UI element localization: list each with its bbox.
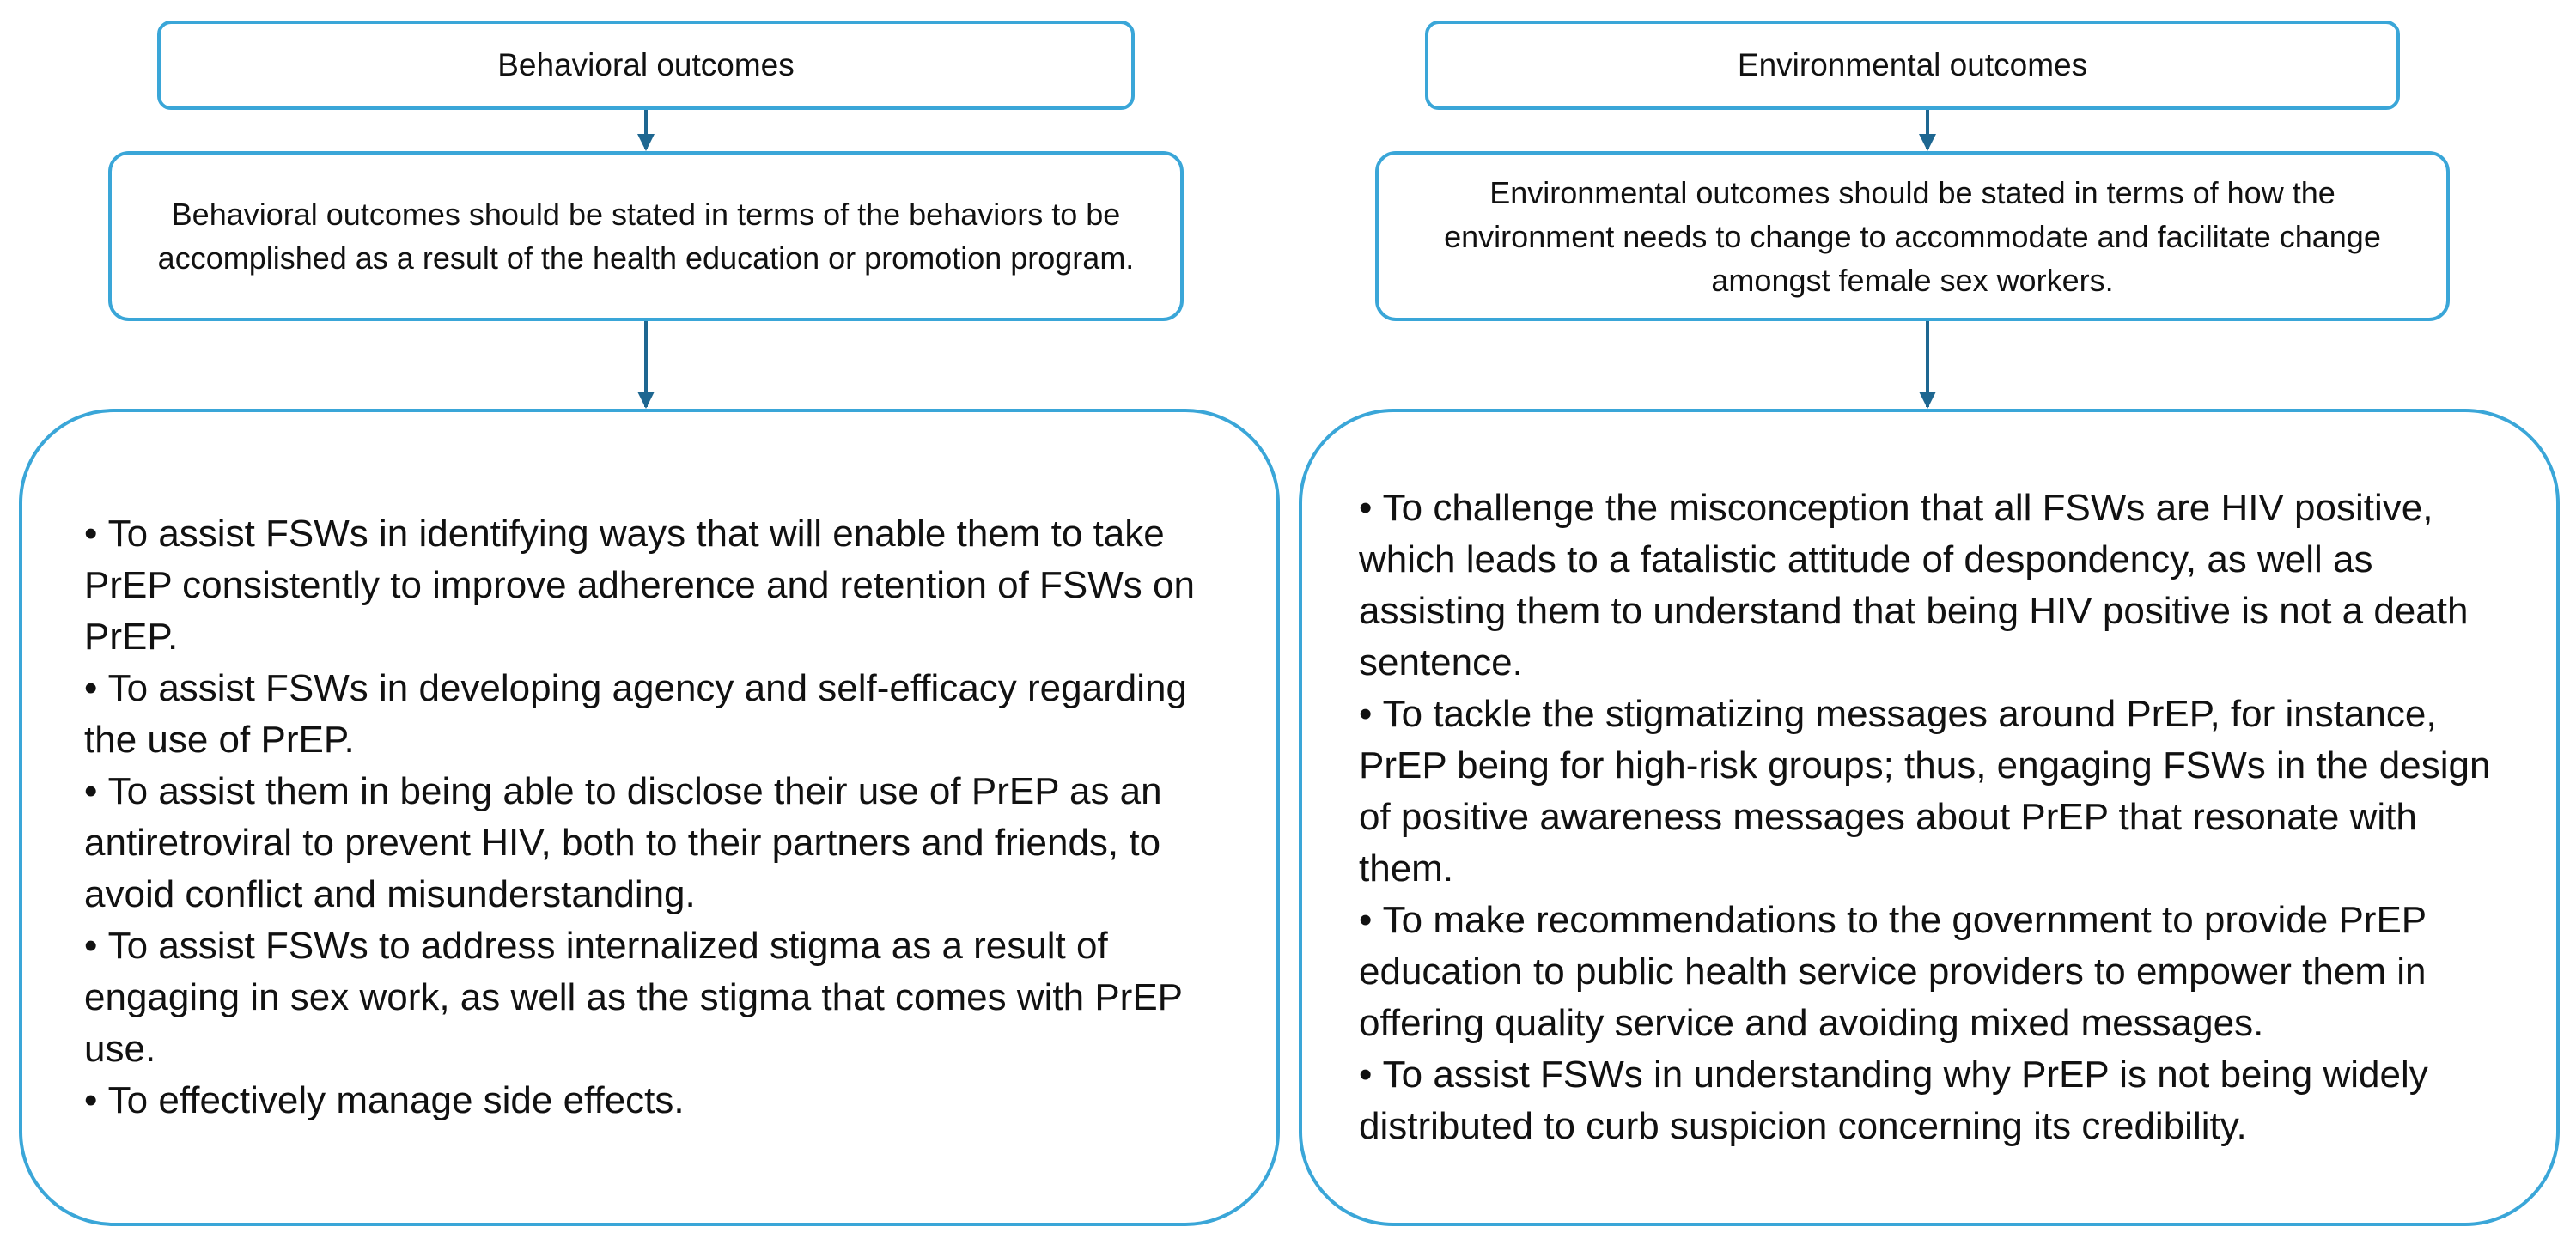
environmental-outcomes-list-box: [1299, 409, 2560, 1226]
behavioral-outcomes-description-box: [108, 151, 1184, 321]
behavioral-outcomes-list: [84, 508, 1225, 1127]
environmental-outcomes-list: [1359, 483, 2496, 1152]
list-item: • To make recommendations to the government to provide PrEP education to public health service providers to empower them in offering quality service and avoiding mixed messages.: [1359, 895, 2496, 1049]
behavioral-outcomes-list-box: [19, 409, 1280, 1226]
list-item: • To challenge the misconception that all FSWs are HIV positive, which leads to a fatalistic attitude of despondency, as well as assisting them to understand that being HIV positive is not a death sentence.: [1359, 483, 2496, 689]
environmental-outcomes-description: Environmental outcomes should be stated in terms of how the environment needs to change to accommodate and facilitate change amongst female sex workers.: [1444, 174, 2381, 298]
environmental-outcomes-title: Environmental outcomes: [1737, 47, 2088, 82]
list-item: • To assist FSWs in developing agency and self-efficacy regarding the use of PrEP.: [84, 663, 1225, 766]
list-item: • To assist FSWs in understanding why PrEP is not being widely distributed to curb suspicion concerning its credibility.: [1359, 1049, 2496, 1152]
environmental-outcomes-description-box: [1375, 151, 2450, 321]
behavioral-outcomes-description: Behavioral outcomes should be stated in terms of the behaviors to be accomplished as a result of the health education or promotion program.: [157, 197, 1135, 276]
behavioral-outcomes-title-box: [157, 21, 1135, 110]
behavioral-outcomes-title: Behavioral outcomes: [497, 47, 795, 82]
list-item: • To assist FSWs in identifying ways that will enable them to take PrEP consistently to improve adherence and retention of FSWs on PrEP.: [84, 508, 1225, 663]
environmental-outcomes-title-box: [1425, 21, 2400, 110]
list-item: • To assist FSWs to address internalized stigma as a result of engaging in sex work, as well as the stigma that comes with PrEP use.: [84, 920, 1225, 1075]
list-item: • To assist them in being able to disclose their use of PrEP as an antiretroviral to prevent HIV, both to their partners and friends, to avoid conflict and misunderstanding.: [84, 766, 1225, 920]
list-item: • To effectively manage side effects.: [84, 1075, 1225, 1127]
list-item: • To tackle the stigmatizing messages around PrEP, for instance, PrEP being for high-risk groups; thus, engaging FSWs in the design of positive awareness messages about PrEP that resonate with them.: [1359, 689, 2496, 895]
